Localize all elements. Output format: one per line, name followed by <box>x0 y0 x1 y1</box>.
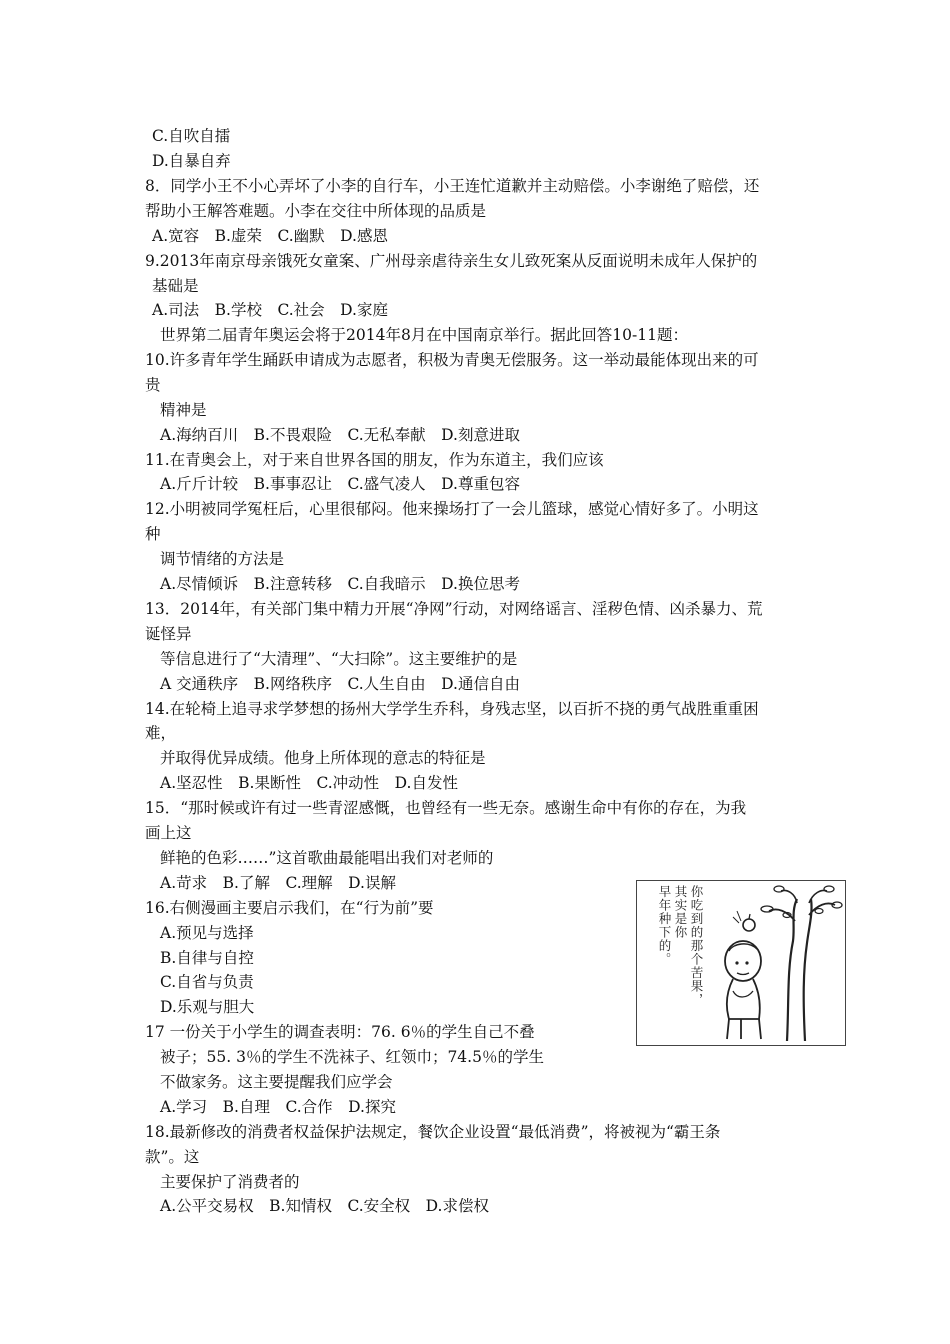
question-15-options: A.苛求 B.了解 C.理解 D.误解 <box>160 874 396 892</box>
question-17: 17 一份关于小学生的调查表明：76. 6％的学生自己不叠 <box>145 1023 535 1041</box>
question-8-cont: 帮助小王解答难题。小李在交往中所体现的品质是 <box>145 202 487 220</box>
cartoon-caption-1: 你吃到的那个苦果， <box>689 885 704 1007</box>
question-14-options: A.坚忍性 B.果断性 C.冲动性 D.自发性 <box>160 774 458 792</box>
question-15: 15．“那时候或许有过一些青涩感慨，也曾经有一些无奈。感谢生命中有你的存在，为我 <box>145 799 747 817</box>
question-10: 10.许多青年学生踊跃申请成为志愿者，积极为青奥无偿服务。这一举动最能体现出来的可 <box>145 351 759 369</box>
question-17-cont: 不做家务。这主要提醒我们应学会 <box>160 1073 393 1091</box>
question-9-cont: 基础是 <box>152 277 199 295</box>
question-11-options: A.斤斤计较 B.事事忍让 C.盛气凌人 D.尊重包容 <box>160 475 520 493</box>
question-17-options: A.学习 B.自理 C.合作 D.探究 <box>160 1098 396 1116</box>
option-line: D.自暴自弃 <box>152 152 231 170</box>
question-10-cont: 贵 <box>145 376 161 394</box>
question-17-cont: 被子；55. 3％的学生不洗袜子、红领巾；74.5％的学生 <box>160 1048 544 1066</box>
question-12-options: A.尽情倾诉 B.注意转移 C.自我暗示 D.换位思考 <box>160 575 520 593</box>
option-line: C.自吹自擂 <box>152 127 231 145</box>
question-12-cont: 种 <box>145 525 161 543</box>
question-9-options: A.司法 B.学校 C.社会 D.家庭 <box>152 301 388 319</box>
cartoon-illustration <box>636 880 846 1046</box>
question-11: 11.在青奥会上，对于来自世界各国的朋友，作为东道主，我们应该 <box>145 451 604 469</box>
question-18: 18.最新修改的消费者权益保护法规定，餐饮企业设置“最低消费”，将被视为“霸王条 <box>145 1123 721 1141</box>
question-15-cont: 画上这 <box>145 824 192 842</box>
question-13-options: A 交通秩序 B.网络秩序 C.人生自由 D.通信自由 <box>160 675 520 693</box>
question-8-options: A.宽容 B.虚荣 C.幽默 D.感恩 <box>152 227 388 245</box>
question-10-options: A.海纳百川 B.不畏艰险 C.无私奉献 D.刻意进取 <box>160 426 520 444</box>
question-18-cont: 款”。这 <box>145 1148 200 1166</box>
question-14-cont: 难， <box>145 724 177 742</box>
cartoon-caption-3: 早年种下的。 <box>657 885 672 966</box>
question-16-option-b: B.自律与自控 <box>160 949 254 967</box>
question-14-cont: 并取得优异成绩。他身上所体现的意志的特征是 <box>160 749 486 767</box>
question-16: 16.右侧漫画主要启示我们，在“行为前”要 <box>145 899 434 917</box>
question-15-cont: 鲜艳的色彩……”这首歌曲最能唱出我们对老师的 <box>160 849 494 867</box>
question-13-cont: 等信息进行了“大清理”、“大扫除”。这主要维护的是 <box>160 650 518 668</box>
question-18-options: A.公平交易权 B.知情权 C.安全权 D.求偿权 <box>160 1197 489 1215</box>
question-16-option-a: A.预见与选择 <box>160 924 254 942</box>
section-intro: 世界第二届青年奥运会将于2014年8月在中国南京举行。据此回答10-11题： <box>160 326 688 344</box>
question-16-option-d: D.乐观与胆大 <box>160 998 255 1016</box>
question-12: 12.小明被同学冤枉后，心里很郁闷。他来操场打了一会儿篮球，感觉心情好多了。小明这 <box>145 500 759 518</box>
question-9: 9.2013年南京母亲饿死女童案、广州母亲虐待亲生女儿致死案从反面说明未成年人保护的 <box>145 252 758 270</box>
question-8: 8．同学小王不小心弄坏了小李的自行车，小王连忙道歉并主动赔偿。小李谢绝了赔偿，还 <box>145 177 760 195</box>
cartoon-caption-2: 其实是你 <box>673 885 688 939</box>
question-13-cont: 诞怪异 <box>145 625 192 643</box>
question-12-cont: 调节情绪的方法是 <box>160 550 285 568</box>
question-14: 14.在轮椅上追寻求学梦想的扬州大学学生乔科，身残志坚，以百折不挠的勇气战胜重重困 <box>145 700 759 718</box>
question-13: 13．2014年，有关部门集中精力开展“净网”行动，对网络谣言、淫秽色情、凶杀暴力、荒 <box>145 600 763 618</box>
question-18-cont: 主要保护了消费者的 <box>160 1173 300 1191</box>
question-16-option-c: C.自省与负责 <box>160 973 254 991</box>
question-10-cont: 精神是 <box>160 401 207 419</box>
